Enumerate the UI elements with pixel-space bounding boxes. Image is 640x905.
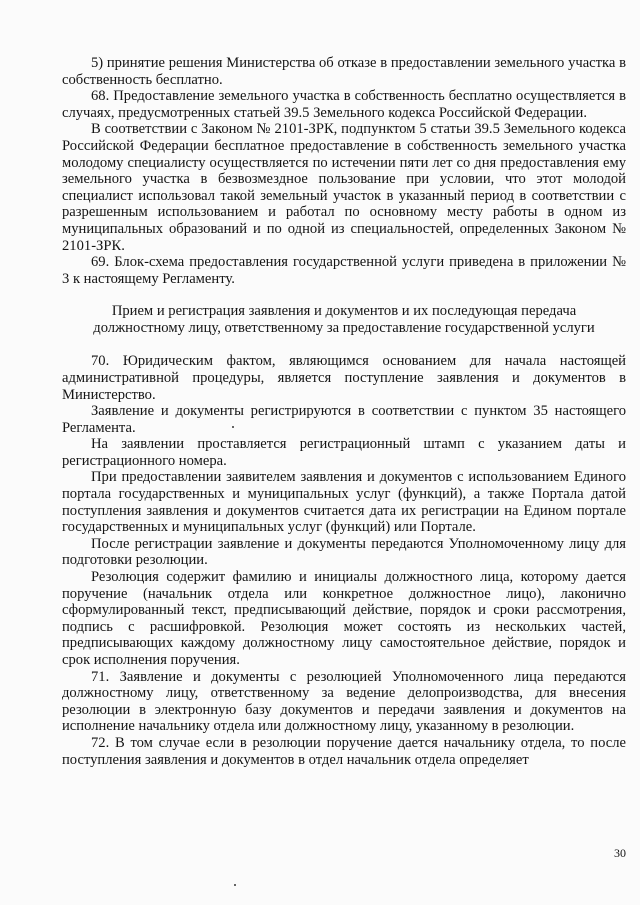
paragraph: 68. Предоставление земельного участка в собственность бесплатно осуществляется в случаях, предусмотренных статьей 39.5 Земельного кодекса Российской Федерации. xyxy=(62,88,626,121)
section-heading-line: должностному лицу, ответственному за предоставление государственной услуги xyxy=(93,320,595,337)
document-body xyxy=(62,55,626,768)
paragraph: На заявлении проставляется регистрационный штамп с указанием даты и регистрационного номера. xyxy=(62,436,626,469)
paragraph: В соответствии с Законом № 2101-ЗРК, подпунктом 5 статьи 39.5 Земельного кодекса Российской Федерации бесплатное предоставление в собственность земельного участка молодому специалисту осуществляется по истечении пяти лет со дня предоставления ему земельного участка в безвозмездное пользование при условии, что этот молодой специалист использовал такой земельный участок в указанный период в соответствии с разрешенным использованием и работал по основному месту работы в одном из муниципальных образований и по одной из специальностей, определенных Законом № 2101-ЗРК. xyxy=(62,121,626,254)
section-body xyxy=(62,353,626,768)
paragraph: 69. Блок-схема предоставления государственной услуги приведена в приложении № 3 к настоящему Регламенту. xyxy=(62,254,626,287)
section-heading xyxy=(62,303,626,337)
paragraph: Заявление и документы регистрируются в соответствии с пунктом 35 настоящего Регламента. xyxy=(62,403,626,436)
page-number: 30 xyxy=(614,846,626,860)
paragraph: 72. В том случае если в резолюции поручение дается начальнику отдела, то после поступления заявления и документов в отдел начальник отдела определяет xyxy=(62,734,626,768)
paragraph: Резолюция содержит фамилию и инициалы должностного лица, которому дается поручение (начальник отдела или конкретное должностное лицо), лаконично сформулированный текст, предписывающий действие, порядок и сроки рассмотрения, подпись с расшифровкой. Резолюция может состоять из нескольких частей, предписывающих каждому должностному лицу самостоятельное действие, порядок и срок исполнения поручения. xyxy=(62,569,626,668)
paragraph: После регистрации заявление и документы передаются Уполномоченному лицу для подготовки резолюции. xyxy=(62,535,626,569)
paragraph: 70. Юридическим фактом, являющимся основанием для начала настоящей административной процедуры, является поступление заявления и документов в Министерство. xyxy=(62,353,626,403)
paragraph: 5) принятие решения Министерства об отказе в предоставлении земельного участка в собственность бесплатно. xyxy=(62,55,626,88)
scan-speck xyxy=(232,426,234,428)
paragraph: При предоставлении заявителем заявления и документов с использованием Единого портала государственных и муниципальных услуг (функций), а также Портала датой поступления заявления и документов считается дата их регистрации на Едином портале государственных и муниципальных услуг (функций) или Портале. xyxy=(62,469,626,536)
scan-speck xyxy=(234,884,236,886)
paragraph: 71. Заявление и документы с резолюцией Уполномоченного лица передаются должностному лицу, ответственному за ведение делопроизводства, для внесения резолюции в электронную базу документов и передачи заявления и документов на исполнение начальнику отдела или должностному лицу, указанному в резолюции. xyxy=(62,668,626,735)
section-heading-line: Прием и регистрация заявления и документов и их последующая передача xyxy=(111,303,577,320)
